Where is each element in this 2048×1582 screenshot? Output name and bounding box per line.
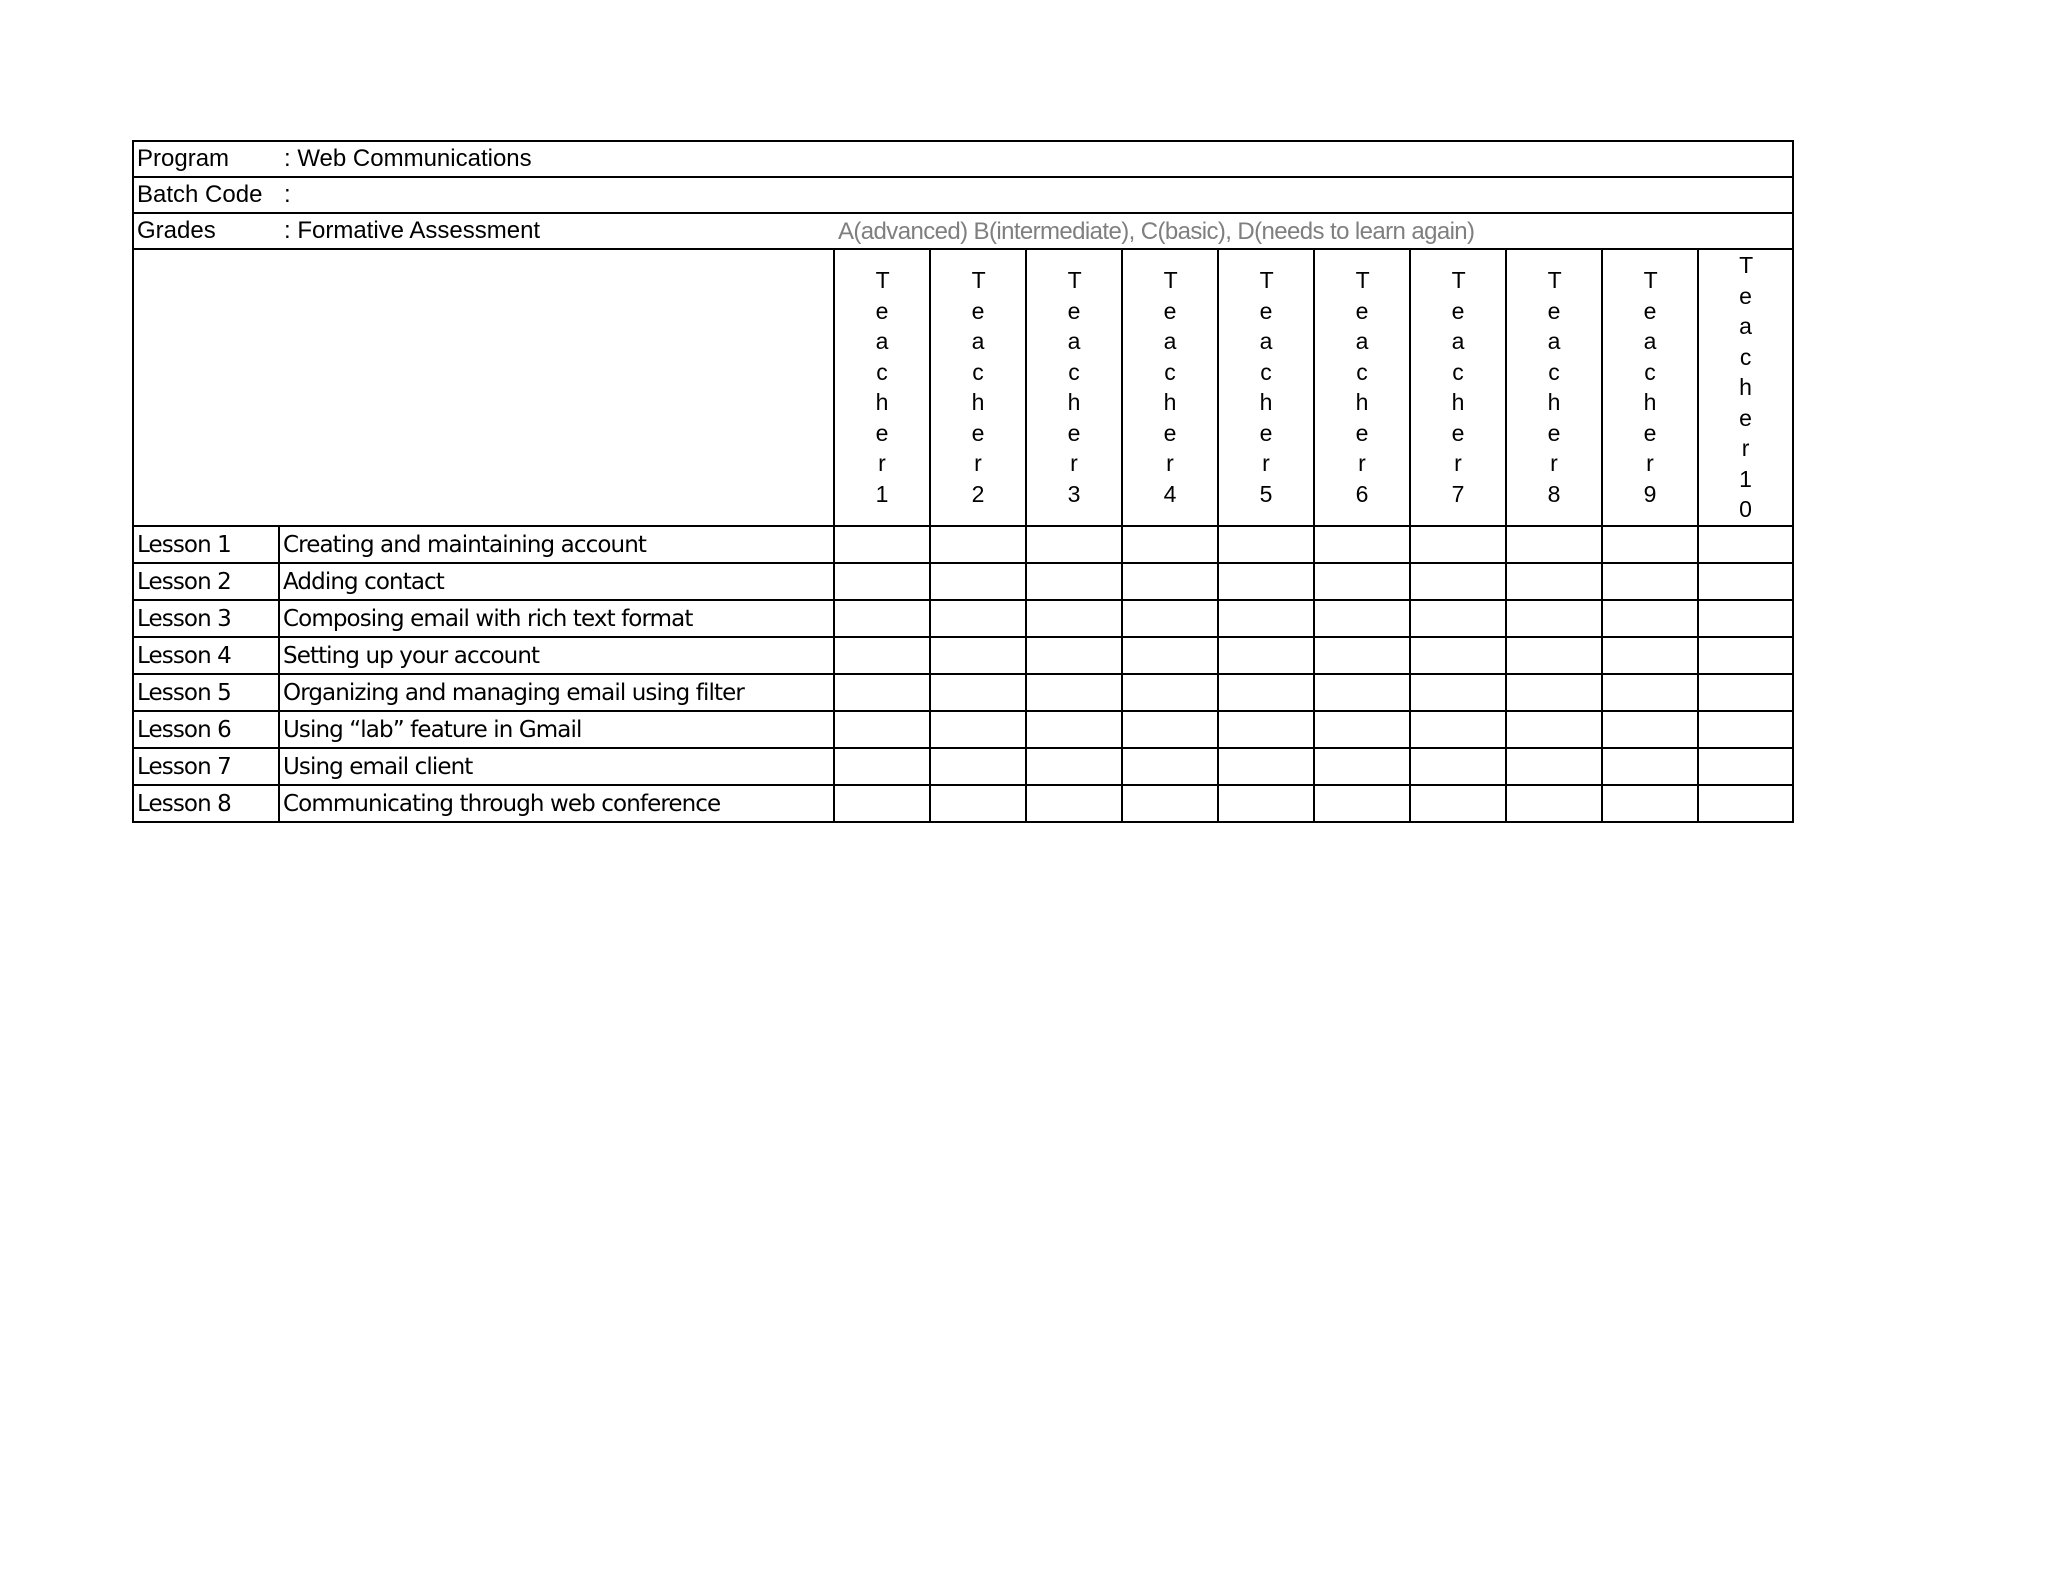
grade-cell-teacher-10[interactable] — [1698, 785, 1793, 822]
grade-cell-teacher-4[interactable] — [1122, 748, 1218, 785]
lesson-number[interactable]: Lesson 1 — [133, 526, 279, 563]
lesson-title[interactable]: Organizing and managing email using filter — [279, 674, 834, 711]
batch-code-cell[interactable] — [133, 177, 1793, 213]
assessment-sheet — [132, 140, 1792, 823]
teacher-header-3[interactable] — [1026, 249, 1122, 526]
teacher-header-10[interactable] — [1698, 249, 1793, 526]
grades-scale-legend: A(advanced) B(intermediate), C(basic), D(needs to learn again) — [838, 218, 1475, 245]
grade-cell-teacher-7[interactable] — [1410, 785, 1506, 822]
grade-cell-teacher-2[interactable] — [930, 711, 1026, 748]
program-row — [133, 141, 1793, 177]
teacher-label: Teacher7 — [1451, 267, 1466, 507]
teacher-header-5[interactable] — [1218, 249, 1314, 526]
grade-cell-teacher-3[interactable] — [1026, 674, 1122, 711]
teacher-header-8[interactable] — [1506, 249, 1602, 526]
grade-cell-teacher-2[interactable] — [930, 563, 1026, 600]
grade-cell-teacher-7[interactable] — [1410, 526, 1506, 563]
teacher-header-4[interactable] — [1122, 249, 1218, 526]
grade-cell-teacher-8[interactable] — [1506, 748, 1602, 785]
grade-cell-teacher-5[interactable] — [1218, 637, 1314, 674]
grade-cell-teacher-7[interactable] — [1410, 563, 1506, 600]
grade-cell-teacher-10[interactable] — [1698, 563, 1793, 600]
teacher-header-7[interactable] — [1410, 249, 1506, 526]
grade-cell-teacher-9[interactable] — [1602, 711, 1698, 748]
teacher-label: Teacher3 — [1067, 267, 1082, 507]
grade-cell-teacher-9[interactable] — [1602, 785, 1698, 822]
lesson-row — [133, 637, 1793, 674]
grade-cell-teacher-2[interactable] — [930, 674, 1026, 711]
teacher-label: Teacher4 — [1163, 267, 1178, 507]
lesson-number[interactable]: Lesson 4 — [133, 637, 279, 674]
grade-cell-teacher-10[interactable] — [1698, 748, 1793, 785]
grade-cell-teacher-5[interactable] — [1218, 785, 1314, 822]
teacher-header-1[interactable] — [834, 249, 930, 526]
lesson-title[interactable]: Setting up your account — [279, 637, 834, 674]
grade-cell-teacher-6[interactable] — [1314, 637, 1410, 674]
grade-cell-teacher-6[interactable] — [1314, 711, 1410, 748]
grade-cell-teacher-3[interactable] — [1026, 600, 1122, 637]
teacher-label: Teacher1 — [875, 267, 890, 507]
grade-cell-teacher-10[interactable] — [1698, 526, 1793, 563]
grade-cell-teacher-7[interactable] — [1410, 600, 1506, 637]
batch-code-row — [133, 177, 1793, 213]
grades-value: : Formative Assessment — [284, 217, 541, 244]
lesson-title[interactable]: Using email client — [279, 748, 834, 785]
teacher-header-row — [133, 249, 1793, 526]
lesson-title[interactable]: Composing email with rich text format — [279, 600, 834, 637]
lesson-title[interactable]: Creating and maintaining account — [279, 526, 834, 563]
program-cell[interactable] — [133, 141, 1793, 177]
grade-cell-teacher-2[interactable] — [930, 637, 1026, 674]
lesson-number[interactable]: Lesson 5 — [133, 674, 279, 711]
grade-cell-teacher-5[interactable] — [1218, 711, 1314, 748]
lesson-row — [133, 674, 1793, 711]
assessment-table — [132, 140, 1794, 823]
teacher-header-2[interactable] — [930, 249, 1026, 526]
grade-cell-teacher-8[interactable] — [1506, 711, 1602, 748]
grade-cell-teacher-4[interactable] — [1122, 526, 1218, 563]
grade-cell-teacher-7[interactable] — [1410, 748, 1506, 785]
grade-cell-teacher-2[interactable] — [930, 600, 1026, 637]
lesson-number[interactable]: Lesson 6 — [133, 711, 279, 748]
teacher-header-blank-cell[interactable] — [133, 249, 834, 526]
lesson-number[interactable]: Lesson 3 — [133, 600, 279, 637]
lesson-row — [133, 600, 1793, 637]
grade-cell-teacher-1[interactable] — [834, 600, 930, 637]
grade-cell-teacher-6[interactable] — [1314, 748, 1410, 785]
grade-cell-teacher-9[interactable] — [1602, 637, 1698, 674]
grade-cell-teacher-3[interactable] — [1026, 748, 1122, 785]
grade-cell-teacher-1[interactable] — [834, 748, 930, 785]
grade-cell-teacher-7[interactable] — [1410, 637, 1506, 674]
teacher-label: Teacher5 — [1259, 267, 1274, 507]
grade-cell-teacher-6[interactable] — [1314, 600, 1410, 637]
lesson-row — [133, 526, 1793, 563]
grade-cell-teacher-1[interactable] — [834, 637, 930, 674]
grade-cell-teacher-8[interactable] — [1506, 674, 1602, 711]
lesson-row — [133, 785, 1793, 822]
grade-cell-teacher-8[interactable] — [1506, 600, 1602, 637]
grade-cell-teacher-1[interactable] — [834, 785, 930, 822]
grade-cell-teacher-8[interactable] — [1506, 637, 1602, 674]
grades-label: Grades — [137, 217, 216, 244]
grade-cell-teacher-1[interactable] — [834, 526, 930, 563]
grade-cell-teacher-3[interactable] — [1026, 785, 1122, 822]
grades-row — [133, 213, 1793, 249]
grades-cell[interactable] — [133, 213, 1793, 249]
teacher-label: Teacher8 — [1547, 267, 1562, 507]
grade-cell-teacher-7[interactable] — [1410, 674, 1506, 711]
program-label: Program — [137, 145, 230, 172]
grade-cell-teacher-1[interactable] — [834, 674, 930, 711]
lesson-row — [133, 711, 1793, 748]
grade-cell-teacher-9[interactable] — [1602, 526, 1698, 563]
grade-cell-teacher-2[interactable] — [930, 785, 1026, 822]
lesson-row — [133, 563, 1793, 600]
grade-cell-teacher-2[interactable] — [930, 526, 1026, 563]
grade-cell-teacher-6[interactable] — [1314, 785, 1410, 822]
grade-cell-teacher-10[interactable] — [1698, 711, 1793, 748]
grade-cell-teacher-9[interactable] — [1602, 748, 1698, 785]
grade-cell-teacher-5[interactable] — [1218, 748, 1314, 785]
grade-cell-teacher-1[interactable] — [834, 563, 930, 600]
grade-cell-teacher-6[interactable] — [1314, 526, 1410, 563]
grade-cell-teacher-4[interactable] — [1122, 600, 1218, 637]
lesson-row — [133, 748, 1793, 785]
grade-cell-teacher-7[interactable] — [1410, 711, 1506, 748]
grade-cell-teacher-4[interactable] — [1122, 637, 1218, 674]
grade-cell-teacher-5[interactable] — [1218, 563, 1314, 600]
teacher-header-6[interactable] — [1314, 249, 1410, 526]
lesson-title[interactable]: Communicating through web conference — [279, 785, 834, 822]
grade-cell-teacher-4[interactable] — [1122, 711, 1218, 748]
grade-cell-teacher-3[interactable] — [1026, 637, 1122, 674]
teacher-header-9[interactable] — [1602, 249, 1698, 526]
batch-code-label: Batch Code — [137, 181, 263, 208]
grade-cell-teacher-3[interactable] — [1026, 526, 1122, 563]
grade-cell-teacher-10[interactable] — [1698, 637, 1793, 674]
program-value: : Web Communications — [284, 145, 532, 172]
grade-cell-teacher-8[interactable] — [1506, 526, 1602, 563]
lesson-number[interactable]: Lesson 7 — [133, 748, 279, 785]
teacher-label: Teacher9 — [1643, 267, 1658, 507]
grade-cell-teacher-1[interactable] — [834, 711, 930, 748]
teacher-label: Teacher6 — [1355, 267, 1370, 507]
lesson-title[interactable]: Using “lab” feature in Gmail — [279, 711, 834, 748]
grade-cell-teacher-5[interactable] — [1218, 600, 1314, 637]
grade-cell-teacher-9[interactable] — [1602, 600, 1698, 637]
grade-cell-teacher-10[interactable] — [1698, 600, 1793, 637]
grade-cell-teacher-6[interactable] — [1314, 674, 1410, 711]
lesson-title[interactable]: Adding contact — [279, 563, 834, 600]
batch-code-value: : — [284, 181, 291, 208]
grade-cell-teacher-9[interactable] — [1602, 674, 1698, 711]
grade-cell-teacher-4[interactable] — [1122, 785, 1218, 822]
lesson-number[interactable]: Lesson 2 — [133, 563, 279, 600]
grade-cell-teacher-4[interactable] — [1122, 563, 1218, 600]
teacher-label: Teacher10 — [1739, 252, 1754, 522]
grade-cell-teacher-3[interactable] — [1026, 711, 1122, 748]
grade-cell-teacher-3[interactable] — [1026, 563, 1122, 600]
grade-cell-teacher-9[interactable] — [1602, 563, 1698, 600]
lesson-number[interactable]: Lesson 8 — [133, 785, 279, 822]
grade-cell-teacher-5[interactable] — [1218, 526, 1314, 563]
grade-cell-teacher-6[interactable] — [1314, 563, 1410, 600]
grade-cell-teacher-5[interactable] — [1218, 674, 1314, 711]
teacher-label: Teacher2 — [971, 267, 986, 507]
grade-cell-teacher-4[interactable] — [1122, 674, 1218, 711]
grade-cell-teacher-8[interactable] — [1506, 785, 1602, 822]
grade-cell-teacher-2[interactable] — [930, 748, 1026, 785]
grade-cell-teacher-8[interactable] — [1506, 563, 1602, 600]
grade-cell-teacher-10[interactable] — [1698, 674, 1793, 711]
